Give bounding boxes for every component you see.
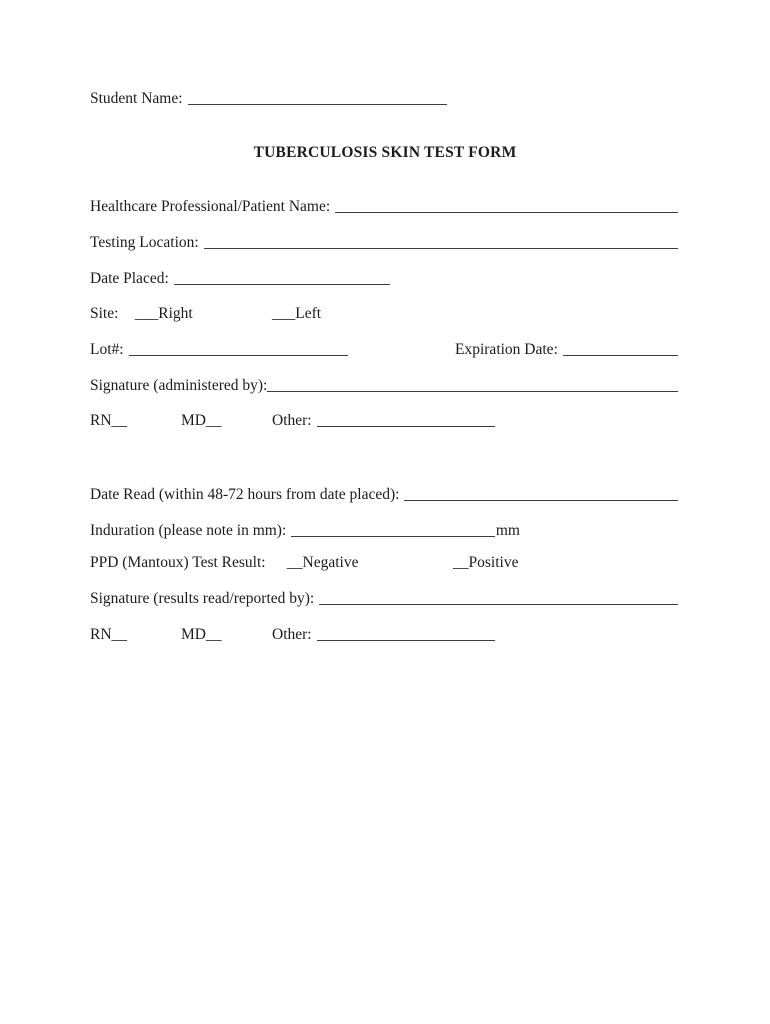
testing-location-row [90, 233, 678, 253]
site-label: Site: [90, 305, 119, 322]
signature-administered-row [90, 376, 678, 396]
date-placed-row [90, 269, 390, 289]
other-label: Other: [272, 412, 312, 429]
other-label-results: Other: [272, 626, 312, 643]
healthcare-name-label: Healthcare Professional/Patient Name: [90, 198, 331, 215]
results-credentials-row [90, 625, 495, 645]
ppd-result-row [90, 553, 540, 573]
negative-option[interactable]: __Negative [287, 554, 359, 571]
healthcare-name-line[interactable] [335, 212, 678, 213]
testing-location-line[interactable] [204, 248, 678, 249]
induration-label: Induration (please note in mm): [90, 522, 287, 539]
date-read-label: Date Read (within 48-72 hours from date placed): [90, 486, 400, 503]
induration-unit-label: mm [495, 522, 520, 539]
lot-expiration-row [90, 340, 678, 360]
expiration-group [455, 340, 678, 360]
ppd-result-label: PPD (Mantoux) Test Result: [90, 554, 266, 571]
other-line-results[interactable] [317, 640, 495, 641]
other-group-results [272, 625, 495, 645]
date-placed-line[interactable] [174, 284, 390, 285]
md-option[interactable]: MD__ [181, 412, 222, 429]
healthcare-name-row [90, 197, 678, 217]
site-left-option[interactable]: ___Left [272, 305, 322, 322]
signature-results-label: Signature (results read/reported by): [90, 590, 315, 607]
lot-group [90, 340, 348, 360]
lot-label: Lot#: [90, 341, 124, 358]
date-read-line[interactable] [404, 500, 678, 501]
student-name-line[interactable] [188, 104, 447, 105]
induration-row [90, 521, 520, 541]
date-read-row [90, 485, 678, 505]
form-title: TUBERCULOSIS SKIN TEST FORM [253, 144, 517, 161]
date-placed-label: Date Placed: [90, 270, 169, 287]
rn-option-results[interactable]: RN__ [90, 626, 128, 643]
other-group [272, 411, 495, 431]
administered-credentials-row [90, 411, 495, 431]
signature-administered-line[interactable] [267, 391, 678, 392]
site-row [90, 304, 490, 324]
expiration-line[interactable] [563, 355, 678, 356]
md-option-results[interactable]: MD__ [181, 626, 222, 643]
site-right-option[interactable]: ___Right [135, 305, 193, 322]
signature-results-line[interactable] [319, 604, 678, 605]
signature-results-row [90, 589, 678, 609]
rn-option[interactable]: RN__ [90, 412, 128, 429]
lot-line[interactable] [129, 355, 348, 356]
testing-location-label: Testing Location: [90, 234, 199, 251]
induration-line[interactable] [291, 536, 495, 537]
student-name-label: Student Name: [90, 90, 183, 107]
other-line[interactable] [317, 426, 495, 427]
positive-option[interactable]: __Positive [453, 554, 519, 571]
expiration-label: Expiration Date: [455, 341, 558, 358]
signature-administered-label: Signature (administered by): [90, 377, 268, 394]
student-name-row [90, 89, 447, 109]
